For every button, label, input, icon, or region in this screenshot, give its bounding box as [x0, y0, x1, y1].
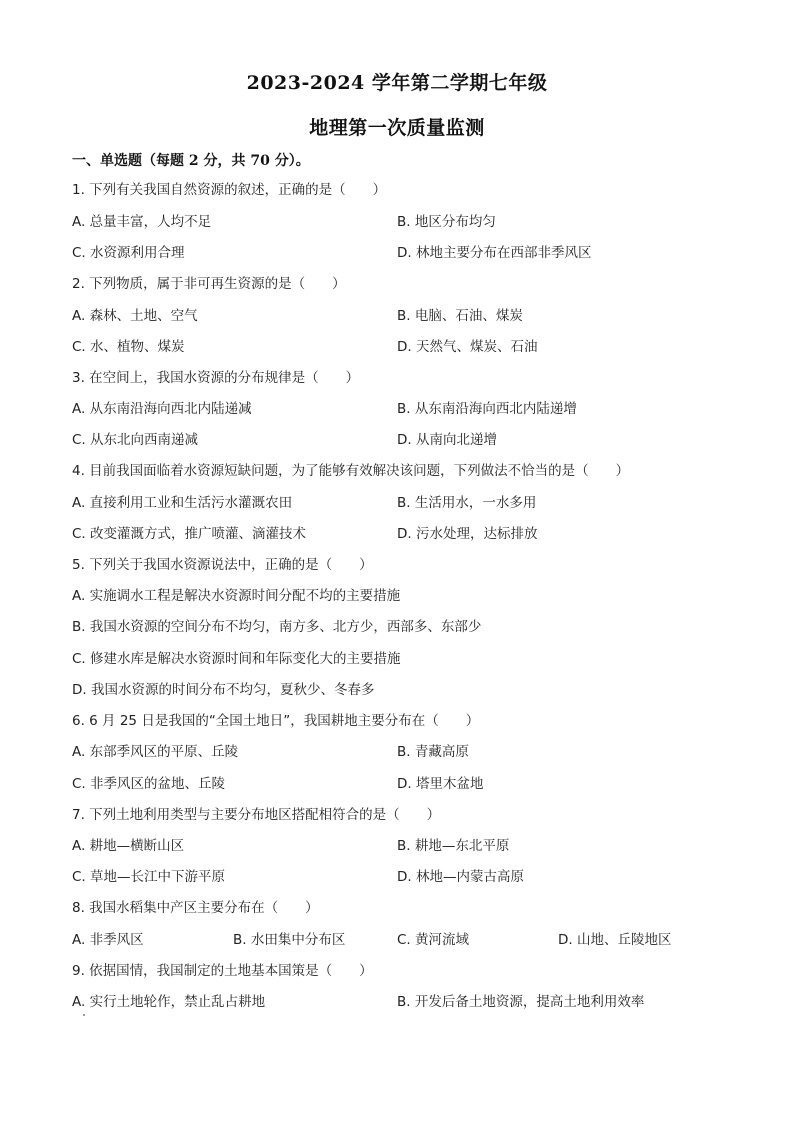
question-8-option-d: D. 山地、丘陵地区	[558, 932, 672, 948]
question-7-stem: 7. 下列土地利用类型与主要分布地区搭配相符合的是（ ）	[72, 807, 441, 823]
question-8-options-row	[0, 931, 794, 949]
question-4-option-c: C. 改变灌溉方式，推广喷灌、滴灌技术	[72, 526, 307, 542]
exam-title-line2: 地理第一次质量监测	[309, 117, 485, 139]
question-1-option-b: B. 地区分布均匀	[397, 214, 496, 230]
question-2-option-c: C. 水、植物、煤炭	[72, 339, 185, 355]
question-6-option-d: D. 塔里木盆地	[397, 776, 484, 792]
question-7-option-d: D. 林地—内蒙古高原	[397, 869, 524, 885]
question-7-option-a: A. 耕地—横断山区	[72, 838, 185, 854]
exam-title-line1: 2023-2024 学年第二学期七年级	[246, 72, 548, 94]
question-5-stem: 5. 下列关于我国水资源说法中，正确的是（ ）	[72, 557, 373, 573]
question-3-stem: 3. 在空间上，我国水资源的分布规律是（ ）	[72, 370, 360, 386]
question-3-option-a: A. 从东南沿海向西北内陆递减	[72, 401, 252, 417]
question-1-options-row-1	[0, 213, 794, 231]
question-5-option-c: C. 修建水库是解决水资源时间和年际变化大的主要措施	[72, 651, 401, 667]
question-6-stem: 6. 6 月 25 日是我国的“全国土地日”，我国耕地主要分布在（ ）	[72, 713, 480, 729]
question-9-option-b: B. 开发后备土地资源，提高土地利用效率	[397, 994, 645, 1010]
question-3-option-b: B. 从东南沿海向西北内陆递增	[397, 401, 577, 417]
question-8-option-c: C. 黄河流域	[397, 932, 470, 948]
scan-dot	[83, 1014, 85, 1016]
question-2-options-row-2	[0, 338, 794, 356]
question-1-option-c: C. 水资源利用合理	[72, 245, 185, 261]
question-5-option-a: A. 实施调水工程是解决水资源时间分配不均的主要措施	[72, 588, 401, 604]
question-5-option-b: B. 我国水资源的空间分布不均匀，南方多、北方少，西部多、东部少	[72, 619, 482, 635]
question-6-option-b: B. 青藏高原	[397, 744, 469, 760]
question-7-option-c: C. 草地—长江中下游平原	[72, 869, 226, 885]
question-4-options-row-2	[0, 525, 794, 543]
question-9-options-row-1	[0, 993, 794, 1011]
question-8-option-b: B. 水田集中分布区	[233, 932, 346, 948]
question-1-option-d: D. 林地主要分布在西部非季风区	[397, 245, 592, 261]
question-3-option-c: C. 从东北向西南递减	[72, 432, 199, 448]
question-4-option-b: B. 生活用水，一水多用	[397, 495, 537, 511]
question-4-option-a: A. 直接利用工业和生活污水灌溉农田	[72, 495, 293, 511]
question-4-stem: 4. 目前我国面临着水资源短缺问题，为了能够有效解决该问题，下列做法不恰当的是（ ）	[72, 463, 630, 479]
question-7-option-b: B. 耕地—东北平原	[397, 838, 510, 854]
question-1-stem: 1. 下列有关我国自然资源的叙述，正确的是（ ）	[72, 182, 387, 198]
question-3-options-row-2	[0, 431, 794, 449]
question-7-options-row-2	[0, 868, 794, 886]
question-2-option-a: A. 森林、土地、空气	[72, 308, 198, 324]
question-9-stem: 9. 依据国情，我国制定的土地基本国策是（ ）	[72, 963, 373, 979]
question-2-option-d: D. 天然气、煤炭、石油	[397, 339, 538, 355]
question-3-option-d: D. 从南向北递增	[397, 432, 497, 448]
question-2-stem: 2. 下列物质，属于非可再生资源的是（ ）	[72, 276, 346, 292]
question-4-options-row-1	[0, 494, 794, 512]
question-1-options-row-2	[0, 244, 794, 262]
question-8-option-a: A. 非季风区	[72, 932, 144, 948]
question-6-option-c: C. 非季风区的盆地、丘陵	[72, 776, 226, 792]
question-2-option-b: B. 电脑、石油、煤炭	[397, 308, 523, 324]
question-9-option-a: A. 实行土地轮作，禁止乱占耕地	[72, 994, 266, 1010]
question-6-options-row-2	[0, 775, 794, 793]
question-3-options-row-1	[0, 400, 794, 418]
section-heading: 一、单选题（每题 2 分，共 70 分）。	[72, 153, 310, 169]
question-4-option-d: D. 污水处理，达标排放	[397, 526, 538, 542]
question-6-options-row-1	[0, 743, 794, 761]
question-5-option-d: D. 我国水资源的时间分布不均匀，夏秋少、冬春多	[72, 682, 375, 698]
question-6-option-a: A. 东部季风区的平原、丘陵	[72, 744, 239, 760]
question-8-stem: 8. 我国水稻集中产区主要分布在（ ）	[72, 900, 319, 916]
question-2-options-row-1	[0, 307, 794, 325]
question-7-options-row-1	[0, 837, 794, 855]
question-1-option-a: A. 总量丰富，人均不足	[72, 214, 212, 230]
